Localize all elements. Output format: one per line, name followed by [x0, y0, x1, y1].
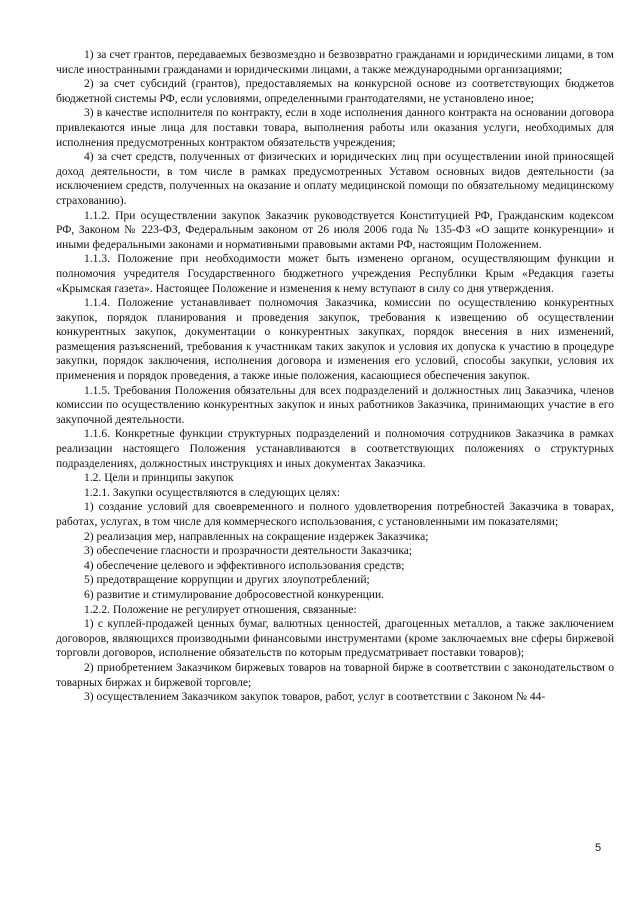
paragraph: 3) в качестве исполнителя по контракту, если в ходе исполнения данного контракта на основании договора привлекаются иные лица для поставки товара, выполнения работы или оказания услуги, необходимых для исполнения предусмотренных контрактом обязательств учреждения; [56, 107, 614, 149]
paragraph: 1.1.4. Положение устанавливает полномочия Заказчика, комиссии по осуществлению конкурентных закупок, порядок планирования и проведения закупок, требования к извещению об осуществлении конкурентных закупок, документации о конкурентных закупках, порядок внесения в них изменений, размещения разъяснений, требования к участникам таких закупок и условия их допуска к участию в процедуре закупки, порядок заключения, исполнения договора и изменения его условий, способы закупки, условия их применения и порядок проведения, а также иные положения, касающиеся обеспечения закупок. [56, 297, 614, 383]
list-item: 6) развитие и стимулирование добросовестной конкуренции. [84, 588, 385, 601]
list-item: 4) обеспечение целевого и эффективного использования средств; [84, 559, 405, 572]
list-item: 1) создание условий для своевременного и полного удовлетворения потребностей Заказчика в товарах, работах, услугах, в том числе для коммерческого использования, с установленными им показателями; [56, 501, 614, 528]
section-heading: 1.2. Цели и принципы закупок [84, 472, 234, 485]
paragraph: 4) за счет средств, полученных от физических и юридических лиц при осуществлении иной приносящей доход деятельности, в том числе в рамках предусмотренных Уставом основных видов деятельности (за исключением средств, полученных на оказание и оплату медицинской помощи по обязательному медицинскому страхованию). [56, 151, 614, 207]
paragraph: 1) за счет грантов, передаваемых безвозмездно и безвозвратно гражданами и юридическими лицами, в том числе иностранными гражданами и юридическими лицами, а также международными организациями; [56, 49, 614, 76]
paragraph: 1.1.5. Требования Положения обязательны для всех подразделений и должностных лиц Заказчика, членов комиссии по осуществлению конкурентных закупок и иных работников Заказчика, принимающих участие в его закупочной деятельности. [56, 384, 614, 426]
paragraph: 1.1.2. При осуществлении закупок Заказчик руководствуется Конституцией РФ, Гражданским кодексом РФ, Законом № 223-ФЗ, Федеральным законом от 26 июля 2006 года № 135-ФЗ «О защите конкуренции» и иными федеральными законами и нормативными правовыми актами РФ, настоящим Положением. [56, 209, 614, 251]
paragraph: 1.1.3. Положение при необходимости может быть изменено органом, осуществляющим функции и полномочия учредителя Государственного бюджетного учреждения Республики Крым «Редакция газеты «Крымская газета». Настоящее Положение и изменения к нему вступают в силу со дня утверждения. [56, 253, 614, 295]
list-item: 3) обеспечение гласности и прозрачности деятельности Заказчика; [84, 545, 413, 558]
paragraph: 1.2.2. Положение не регулирует отношения, связанные: [84, 603, 357, 616]
body-text [56, 48, 614, 705]
paragraph: 1.1.6. Конкретные функции структурных подразделений и полномочия сотрудников Заказчика в рамках реализации настоящего Положения устанавливаются в соответствующих положениях о структурных подразделениях, должностных инструкциях и иных документах Заказчика. [56, 428, 614, 470]
list-item: 1) с куплей-продажей ценных бумаг, валютных ценностей, драгоценных металлов, а также заключением договоров, являющихся производными финансовыми инструментами (кроме заключаемых вне сферы биржевой торговли договоров, исполнение обязательств по которым предусматривает поставки товаров); [56, 618, 614, 660]
list-item: 5) предотвращение коррупции и других злоупотреблений; [84, 574, 370, 587]
page-number: 5 [595, 842, 602, 854]
paragraph: 1.2.1. Закупки осуществляются в следующих целях: [84, 486, 341, 499]
list-item: 2) приобретением Заказчиком биржевых товаров на товарной бирже в соответствии с законодательством о товарных биржах и биржевой торговле; [56, 661, 614, 689]
list-item: 2) реализация мер, направленных на сокращение издержек Заказчика; [84, 530, 429, 543]
list-item: 3) осуществлением Заказчиком закупок товаров, работ, услуг в соответствии с Законом № 44- [84, 691, 546, 704]
paragraph: 2) за счет субсидий (грантов), предоставляемых на конкурсной основе из соответствующих бюджетов бюджетной системы РФ, если условиями, определенными грантодателями, не установлено иное; [56, 78, 614, 105]
